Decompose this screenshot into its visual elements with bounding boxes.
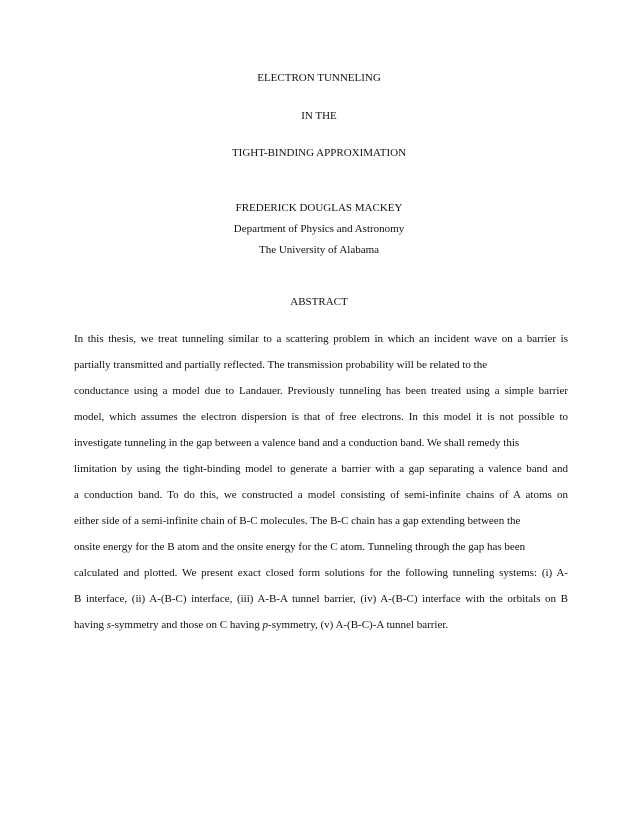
abstract-line: onsite energy for the B atom and the onsite energy for the C atom. Tunneling through the gap has been (74, 541, 526, 553)
abstract-last-line (74, 618, 568, 632)
title-line-1: ELECTRON TUNNELING (257, 72, 381, 84)
abstract-last-line-pre: having (74, 619, 107, 631)
abstract-heading: ABSTRACT (290, 296, 348, 308)
abstract-line: model, which assumes the electron dispersion is that of free electrons. In this model it is not possible to (74, 411, 568, 423)
title-line-3: TIGHT-BINDING APPROXIMATION (231, 147, 407, 159)
abstract-line: In this thesis, we treat tunneling similar to a scattering problem in which an incident wave on a barrier is (74, 333, 568, 345)
p-symmetry-italic: p (262, 619, 269, 631)
s-symmetry-italic: s (106, 619, 111, 631)
author-department: Department of Physics and Astronomy (233, 223, 405, 235)
abstract-line: conductance using a model due to Landauer. Previously tunneling has been treated using a simple barrier (74, 385, 568, 397)
abstract-line: partially transmitted and partially reflected. The transmission probability will be related to the (74, 359, 488, 371)
title-line-2: IN THE (301, 110, 337, 122)
abstract-line: calculated and plotted. We present exact closed form solutions for the following tunneling systems: (i) A- (74, 567, 568, 579)
abstract-line: B interface, (ii) A-(B-C) interface, (iii) A-B-A tunnel barrier, (iv) A-(B-C) interface with the orbitals on B (74, 593, 568, 605)
abstract-line: either side of a semi-infinite chain of B-C molecules. The B-C chain has a gap extending between the (74, 515, 521, 527)
abstract-last-line-post: -symmetry, (v) A-(B-C)-A tunnel barrier. (268, 619, 449, 631)
abstract-line: a conduction band. To do this, we constructed a model consisting of semi-infinite chains of A atoms on (74, 489, 568, 501)
author-name: FREDERICK DOUGLAS MACKEY (235, 202, 403, 214)
abstract-line: investigate tunneling in the gap between a valence band and a conduction band. We shall remedy this (74, 437, 520, 449)
author-university: The University of Alabama (258, 244, 380, 256)
abstract-line: limitation by using the tight-binding model to generate a barrier with a gap separating a valence band and (74, 463, 568, 475)
abstract-last-line-mid: -symmetry and those on C having (110, 619, 263, 631)
